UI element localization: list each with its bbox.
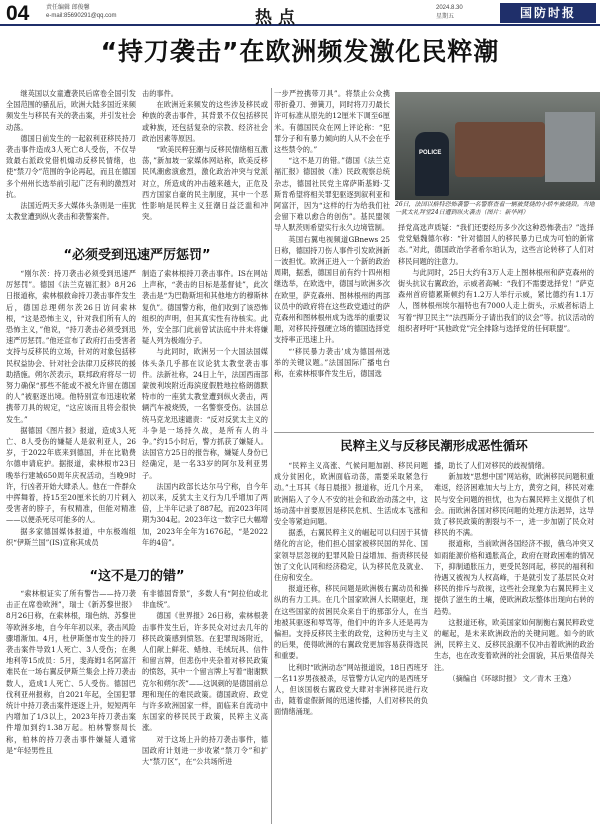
paragraph: 德国《世界报》26日称，索林根袭击事件发生后，许多民众对过去几年的移民政策感到愤怒。在犯罪现场附近，人们献上鲜花、蜡烛、毛绒玩具、信件和留言牌，但悲伤中夹杂着对移民政策的愤怒，其中一个留言牌上写着“谢谢默克尔和朔尔茨”——这讽刺的是德国前总理和现任的难民政策。德国政府、政党与许多欧洲国家一样，面临来自流动中东国家的移民民于政策，民粹主义高涨。 [142,611,268,733]
column-5 [6,268,136,558]
paragraph: 法国内政部长达尔马宁称，自今年初以来，反犹太主义行为几乎增加了两倍，上半年记录了887起，而2023年同期为304起。2023年这一数字已大幅增加，2023年全年为1676起，“是2022年的4倍”。 [142,481,268,547]
subheading-3: 民粹主义与反移民潮形成恶性循环 [340,438,528,453]
paragraph: 制造了索林根持刀袭击事件。IS在网站上声称，“袭击的目标是基督徒”，此次袭击是“为巴勒斯坦和其他地方的穆斯林复仇”。德国警方称，他们收到了该恐怖组织的声明，但其真实性有待核实。此外，安全部门此前曾试法庭中井未将嫌疑人列为极端分子。 [142,269,268,346]
paragraph: 报道称，当前欧洲各国经济不振，俄乌冲突又如雨能源价格和通胀高企，政府在财政困难的情况下，抑制通胀压力，更受民怒同起，移民的福利和待遇又被视为人权高峰，于是就引发了基层民众对移民的排斥与敌视，这些社会现象为右翼民粹主义提供了滋生的土壤，使欧洲政坛整体出现向右转的趋势。 [434,539,594,616]
section-title: 热点 [255,8,301,28]
issue-date [436,4,463,22]
paragraph: 据德国《图片报》报道，造成3人死亡、8人受伤的嫌疑人是叙利亚人，26岁，于2022年底来到德国，并在比勒费尔德申请庇护。据报道，索林根市23日晚举行建城650周年庆祝活动，当晚9时许，行凶者开始大肆杀人。他在一件群众中挥舞着，持15至20厘米长的刀片刺入受害者的脖子，有权精准，但能对精准——以便杀死尽可能多的人。 [6,425,136,525]
column-8 [142,588,268,824]
paragraph: “索林根证实了所有警告——持刀袭击正在席卷欧洲”，瑞士《新苏黎世报》8月26日称，在索林根，瑞色纳、苏黎世等欧洲多地，自今年年初以来，袭击风险骤增渐加。4月，杜伊斯堡市发生的持刀袭击案件导致1人死亡、3人受伤；在奥地利等15成员：5月，斐海姆1名阿富汗难民在一场右翼反伊斯兰集会上持刀袭击数人，造成1人死亡、5人受伤。德国巴伐利亚州报称，自2021年起，全国犯罪统计中持刀袭击案件逐逐上升，短短两年内增加了1/3以上，2023年持刀袭击案件增加到约1.38万起。柏林警察局长称，柏林的持刀袭击事件嫌疑人通常是“年轻男性且 [6,589,136,755]
paragraph: 择党高选声质疑：“我们还要经历多少次这种恐怖袭击？”选择党党魁魏德尔称：“针对德国人的移民暴力已成为可怕的新常态。”对此，德国政治学者希尔珀认为，这些言论转移了人们对移民问题的注意力。 [398,223,594,266]
paragraph: “民粹主义高涨、气候问题加剧、移民问题成分贫困化，欧洲面临动荡，需要采取紧急行动。”土耳其《每日晨报》报道称，近几个月来，欧洲陷入了令人不安的社会和政治动荡之中，这场动荡中首要原因是移民危机、生活成本飞涨和安全等紧迫问题。 [274,461,428,527]
editor-name: 责任编辑 郎俊馨 [46,5,90,11]
paragraph: 对于这场上升的持刀袭击事件，德国政府计划进一步收紧“禁刀令”和扩大“禁刀区”，在“公共场所进 [142,734,268,767]
paragraph: 新加坡“思想中国”网站称，欧洲移民问题积重难返，经济困难加大与上方，黄穷之间，移民对难民与安全问题的担忧，也为右翼民粹主义提供了机会。而欧洲各国对移民问题的处理方法迥异，这导致了移民政策的割裂与不一，进一步加剧了民众对移民的不满。 [434,472,594,538]
paragraph: 这报道还称，欧美国家如何制衡右翼民粹政党的崛起，是未来欧洲政治的关键问题。如今的欧洲，民粹主义、反移民浪潮不仅冲击着欧洲的政治生态，也在改变着欧洲的社会面貌，其后果值得关注。 [434,617,594,672]
section-rule [274,432,594,433]
paragraph: “这不是刀的错。”德国《法兰克福汇报》德国彼（准）民政观察总统杂志，德国社民党主席萨斯基姆·艾斯肯希望将相关罪犯驱逐到叙利亚和阿富汗，因为“这样的行为给我们社会留下难以愈合的创伤”。基民盟领导人默茨则希望实行永久边境管制。 [274,156,390,233]
column-4 [398,222,594,432]
paragraph: “刚尔茨：持刀袭击必须受到迅速严厉惩罚”。德国《法兰克福汇报》8月26日报道称，索林根救命持刀袭击事件发生后，德国总理朔尔茨26日访问索林根，“这是恐怖主义，针对我们所有人的恐怖主义，”他说，“持刀袭击必须受到迅速严厉惩罚。”他还宣布了政府打击受害者支持与反移民的立场，针对的对象包括移民权益协会、针对社会法律刀反移民的援助措施。朔尔茨表示，联邦政府将尽一切努力确保“那些不能或不被允许留在德国的人”被驱逐出境。他特别宣布迅速收紧携带刀具的规定，“这应该而且将会很快发生。” [6,269,136,424]
news-photo [395,92,600,200]
main-headline: “持刀袭击”在欧洲频发激化民粹潮 [100,37,500,66]
editor-info [46,4,116,20]
column-9 [274,460,428,824]
paragraph: 英国右翼电视频道GBnews 25日称，德国持刀伤人事件引发欧洲新一波担忧。欧洲正进入一个新的政治周期，据悉，德国目前有约十四州相继选举，在欧选中，德国与欧洲多次在欧里，萨克森州、图林根州的两部议员中的政府将在这些政党通过的萨克森州和图林根州成为选举的重要议题，对移民持强硬立场的德国选择党支持率正迅速上升。 [274,234,390,345]
column-7 [6,588,136,824]
paragraph: 报道还称，移民问题是欧洲极右翼动员和操纵的有力工具。在几个国家欧洲人长期驱赶，现在这些国家的贫困民众来自于的那部分人，在当地被其驱逐和辱骂等，他们中的许多人还是再为偏袒。支持反移民主张的政党，这种历史与主义的后果，使得欧洲的右翼政党更加容易获得选民和重要。 [274,584,428,661]
subheading-1: “必须受到迅速严厉惩罚” [63,248,211,263]
paragraph: 在欧洲近来频发的这些涉及移民或种族的袭击事件，其背景不仅包括移民或种族，还包括复杂的宗教、经济社会政治因素等原因。 [142,100,268,143]
photo-caption: 26日，法国以格特恐怖袭警一名警察查看一辆被焚烧的小轿车被烧毁。当地一犹太礼拜堂24日遭到纵火袭击（图片：新华网） [395,201,595,216]
paragraph: 与此同时，25日大约有3万人走上图林根州和萨克森州的街头抗议右翼政治，示威者高喊：“我们不需要选择党！”萨克森州首府德累斯顿约有1.2万人举行示威，紧比德约有1.1万人，图林根州埃尔福特也有7000人走上街头，示威者标语上写着“捍卫民主”“法西斯分子请出我们的议会”等。抗议活动的组织者呼吁“其他政党”完全排除与选择党的任何联盟”。 [398,267,594,333]
paragraph: 与此同时，欧洲另一个大国法国媒体头条几乎都在议论犹太教堂袭击事件。法新社称，24日上午，法国西南部蒙彼利埃附近海滨度假胜地拉格朗德默特市的一座犹太教堂遭到纵火袭击，两辆汽车被烧毁，一名警察受伤。法国总统马克龙迅速谴责：“反对反犹太主义的斗争是一场持久战，是所有人的斗争。”约15小时后，警方抓获了嫌疑人。法国官方25日的报告称，嫌疑人身份已经确定，是一名33岁的阿尔及利亚男子。 [142,347,268,480]
subheading-2: “这不是刀的错” [89,569,185,584]
column-6 [142,268,268,558]
photo-burned-car [455,122,545,177]
editor-email: e-mail:85690291@qq.com [46,13,117,19]
column-rule [271,88,272,824]
paragraph: 播，助长了人们对移民的歧视情绪。 [434,461,550,470]
page-header [0,0,600,26]
paragraph: 有非德国背景”，多数人有“阿拉伯或北非血统”。 [142,589,268,610]
paragraph: 击的事件。 [142,89,178,98]
paragraph: 比利时“欧洲动态”网站报道说，18日西班牙一名11岁男孩被杀，尽管警方认定内的是西班牙人，但该国极右翼政党大肆对非洲移民进行攻击，随着虚假新闻的迅速传播，人们对移民的负面情绪涌现。 [274,662,428,717]
column-2 [142,88,268,236]
column-1 [6,88,136,236]
paragraph: “欧美民粹狂潮与反移民情绪相互激荡，”新加坡一家媒体网站称，欧美反移民风潮愈演愈烈，激化政治冲突与党派对立，所造成的冲击越来越大，正危及西方国家自豪的民主制度，其中一个恶性影响是民粹主义狂潮日益泛滥和冲突。 [142,145,268,222]
paragraph: 据悉，右翼民粹主义的崛起可以归因于其情绪化的言论，他们担心国家被移民国的异化、国家领导层忽视的犯罪风险日益增加、指责移民侵蚀了文化认同和经济稳定，认为移民危及就业、住房和安全。 [274,528,428,583]
photo-police-badge: POLICE [419,150,442,156]
paragraph: 据多家德国媒体报道，中东极端组织“伊斯兰国”(IS)宣称其成员 [6,526,136,547]
column-10 [434,460,594,824]
paragraph: 德国日前发生的一起叙利亚移民持刀袭击事件造成3人死亡8人受伤，不仅导致最右派政党借机煽动反移民情绪，也使“禁刀令”范围的争论再起，而且在德国多个州州长选举前引起广泛有利的激烈对抗。 [6,133,136,199]
paragraph: 法国近两天多大媒体头条则是一座犹太教堂遭到纵火袭击和袭警案件。 [6,201,136,222]
paragraph: “‘移民暴力袭击’成为德国州选举的关键议题。”法国国际广播电台称，在索林根事件发生后，德国选 [274,346,390,379]
paragraph: 继英国以女童遭袭民后席卷全国引发全国范围的骚乱后，欧洲大陆多国近来频频发生与移民有关的袭击案，并引发社会动荡。 [6,89,136,132]
photo-police-officer [415,132,449,196]
photo-building [545,112,595,182]
issue-date-value: 2024.8.30 [436,5,463,11]
paragraph: 一步严控携带刀具”。将禁止公众携带折叠刀、弹簧刀，同时将刀刃最长许可标准从原先的12厘米下调至6厘米。有德国民众在网上评论称：“犯罪分子和有暴力倾向的人从不会在乎这些禁令的。” [274,89,390,155]
newspaper-logo: 国防时报 [500,3,596,23]
column-3 [274,88,390,412]
page-number: 04 [6,2,30,25]
paragraph: （摘编自《环球时报》 文／青木 王逸） [448,673,576,683]
issue-weekday: 星期五 [436,14,455,20]
